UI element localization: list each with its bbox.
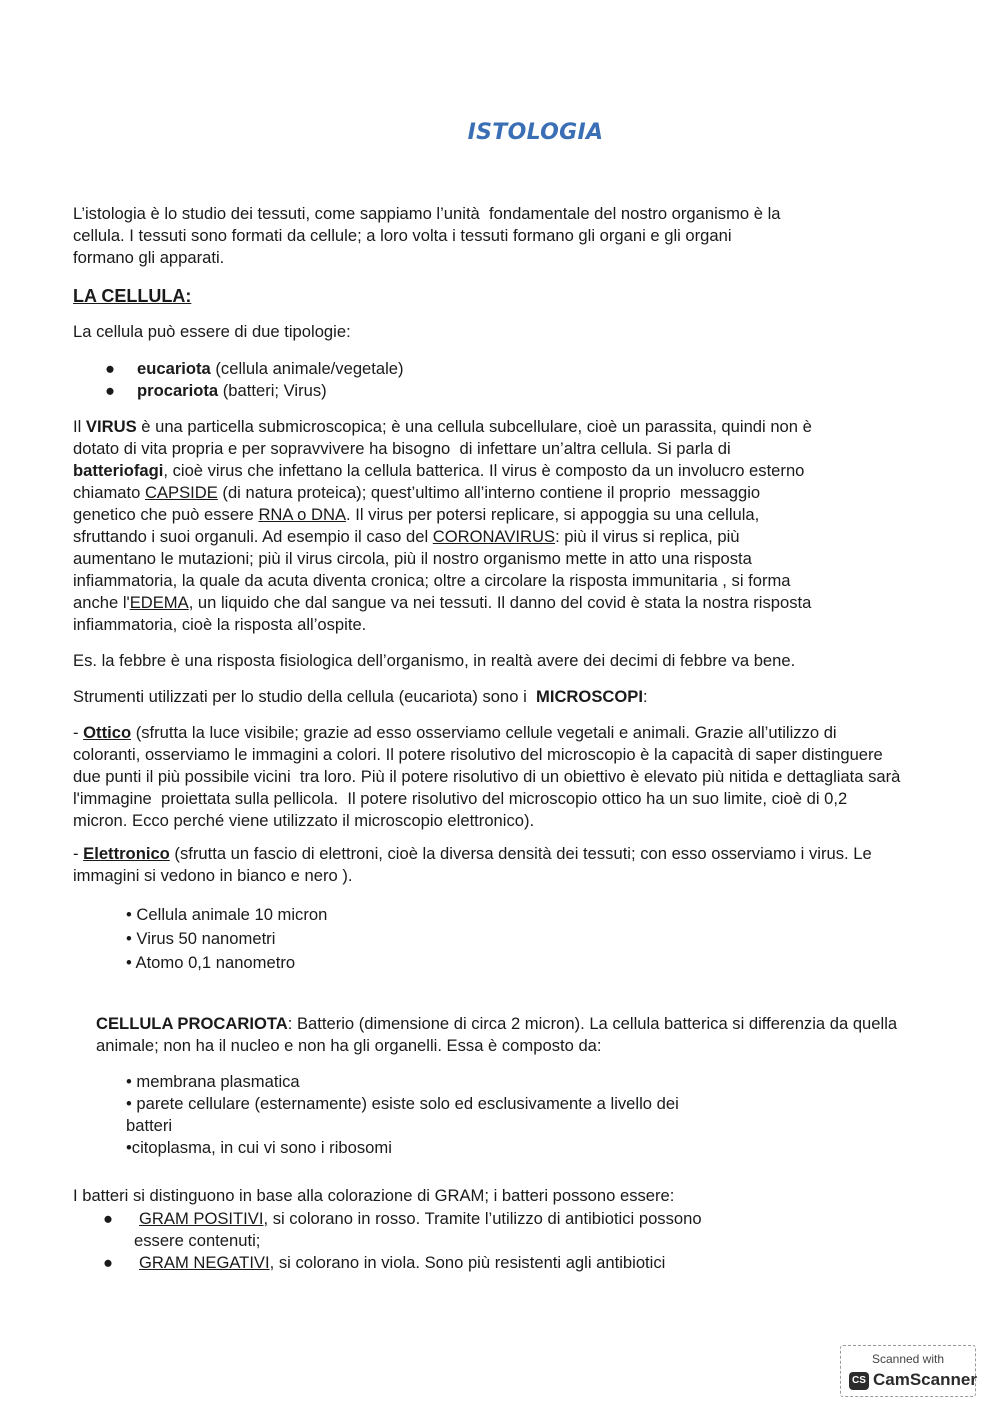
dimensioni-list: • Cellula animale 10 micron • Virus 50 nanometri • Atomo 0,1 nanometro	[126, 905, 328, 972]
watermark-caption: Scanned with	[871, 1352, 945, 1366]
febbre-paragraph: Es. la febbre è una risposta fisiologica dell’organismo, in realtà avere dei decimi di febbre va bene.	[73, 651, 796, 670]
componenti-list: • membrana plasmatica • parete cellulare (esternamente) esiste solo ed esclusivamente a livello dei batteri •citoplasma, in cui vi sono i ribosomi	[126, 1072, 679, 1157]
gram-list: ● GRAM POSITIVI, si colorano in rosso. Tramite l’utilizzo di antibiotici possono essere contenuti; ● GRAM NEGATIVI, si colorano in viola. Sono più resistenti agli antibiotici	[103, 1209, 702, 1272]
strumenti-paragraph: Strumenti utilizzati per lo studio della cellula (eucariota) sono i MICROSCOPI:	[73, 687, 648, 706]
elettronico-paragraph: - Elettronico (sfrutta un fascio di elettroni, cioè la diversa densità dei tessuti; con esso osserviamo i virus. Le immagini si vedono in bianco e nero ).	[73, 844, 872, 885]
virus-paragraph: Il VIRUS è una particella submicroscopica; è una cellula subcellulare, cioè un parassita, quindi non è dotato di vita propria e per sopravvivere ha bisogno di infettare un’altra cellula. Si parla di batteriofagi, cioè virus che infettano la cellula batterica. Il virus è composto da un involucro esterno chiamato CAPSIDE (di natura proteica); quest’ultimo all’interno contiene il proprio messaggio genetico che può essere RNA o DNA. Il virus per potersi replicare, si appoggia su una cellula, sfruttando i suoi organuli. Ad esempio il caso del CORONAVIRUS: più il virus si replica, più aumentano le mutazioni; più il virus circola, più il nostro organismo mette in atto una risposta infiammatoria, la quale da acuta diventa cronica; oltre a circolare la risposta immunitaria , si forma anche l'EDEMA, un liquido che dal sangue va nei tessuti. Il danno del covid è stata la nostra risposta infiammatoria, cioè la risposta all’ospite.	[73, 417, 812, 634]
list-item: ● eucariota (cellula animale/vegetale) ● procariota (batteri; Virus)	[105, 359, 404, 400]
camscanner-watermark	[840, 1345, 976, 1397]
watermark-brand: CamScanner	[873, 1370, 977, 1389]
ottico-paragraph: - Ottico (sfrutta la luce visibile; grazie ad esso osserviamo cellule vegetali e animali. Grazie all’utilizzo di coloranti, osserviamo le immagini a colori. Il potere risolutivo del microscopio è la capacità di saper distinguere due punti il più possibile vicini tra loro. Più il potere risolutivo di un obiettivo è elevato più nitida e dettagliata sarà l'immagine proiettata sulla pellicola. Il potere risolutivo del microscopio ottico ha un suo limite, cioè di 0,2 micron. Ecco perché viene utilizzato il microscopio elettronico).	[73, 723, 901, 830]
tipologie-intro: La cellula può essere di due tipologie:	[73, 322, 351, 341]
gram-intro: I batteri si distinguono in base alla colorazione di GRAM; i batteri possono essere:	[73, 1186, 675, 1205]
section-heading-cellula: LA CELLULA:	[73, 286, 192, 306]
camscanner-logo-icon: CS	[849, 1372, 869, 1390]
page-title: ISTOLOGIA	[467, 120, 604, 145]
intro-paragraph: L’istologia è lo studio dei tessuti, come sappiamo l’unità fondamentale del nostro organismo è la cellula. I tessuti sono formati da cellule; a loro volta i tessuti formano gli organi e gli organi formano gli apparati.	[73, 204, 781, 267]
procariota-paragraph: CELLULA PROCARIOTA: Batterio (dimensione di circa 2 micron). La cellula batterica si differenzia da quella animale; non ha il nucleo e non ha gli organelli. Essa è composto da:	[96, 1014, 898, 1055]
